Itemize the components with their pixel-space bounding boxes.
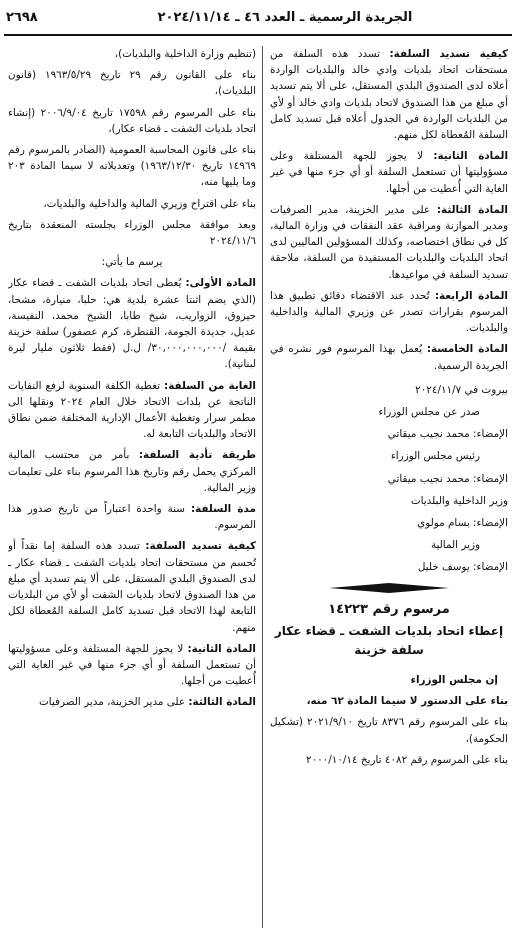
article-text: تسدد هذه السلفة من مستحقات اتحاد بلديات وادي خالد والبلديات الواردة أعلاه لدى الصندوق البلدي المستقل، على ألا يتم تسديد أي مبلغ من هذا الصندوق لاتحاد بلديات وادي خالد أو لأي من البلديات الواردة في الجدول أعلاه قبل تسديد كامل السلفة المُعطاة لكل منهم. [270, 48, 508, 142]
paragraph [8, 378, 256, 443]
pm-title: رئيس مجلس الوزراء [390, 450, 480, 463]
article-label: المادة الخامسة: [426, 343, 508, 356]
signature-line: الإمضاء: بسام مولوي [417, 517, 508, 530]
article-label: كيفية تسديد السلفة: [145, 540, 256, 553]
paragraph [8, 501, 256, 533]
issuer-line: صدر عن مجلس الوزراء [378, 406, 480, 419]
gazette-title: الجريدة الرسمية ـ العدد ٤٦ ـ ٢٠٢٤/١١/١٤ [157, 10, 413, 25]
article-label: المادة الثانية: [433, 150, 508, 163]
ornament-divider [329, 582, 449, 594]
basis-line: بناء على اقتراح وزيري المالية والداخلية والبلديات، [43, 197, 256, 210]
interior-minister-title: وزير الداخلية والبلديات [410, 494, 508, 507]
article-text: تغطية الكلفة السنوية لرفع النفايات الناتجة عن بلدات الاتحاد خلال العام ٢٠٢٤ ونقلها الى مطمر سرار وتغطية الأعمال الإدارية المختلفة ضمن نطاق الاتحاد والبلديات التابعة له. [8, 379, 256, 441]
column-divider [262, 46, 263, 928]
paragraph [8, 538, 256, 635]
decree-number: مرسوم رقم ١٤٢٢٣ [328, 601, 450, 617]
article-label: كيفية تسديد السلفة: [389, 48, 508, 60]
article-text: تُحدد عند الاقتضاء دقائق تطبيق هذا المرسوم بقرارات تصدر عن وزيري المالية والداخلية والبلديات. [270, 289, 508, 335]
signature-line: الإمضاء: محمد نجيب ميقاتي [387, 472, 508, 485]
paragraph [8, 275, 256, 372]
decrees-line: يرسم ما يأتي: [101, 256, 163, 269]
article-text: سنة واحدة اعتباراً من تاريخ صدور هذا المرسوم. [8, 503, 256, 532]
article-label: المادة الثالثة: [436, 203, 508, 216]
header-rule [4, 34, 512, 36]
article-label: الغاية من السلفة: [164, 379, 256, 392]
article-text: بأمر من محتسب المالية المركزي يحمل رقم وتاريخ هذا المرسوم بناء على تعليمات وزير المالية. [8, 449, 256, 494]
right-column [270, 46, 508, 928]
finance-minister-title: وزير المالية [430, 539, 480, 552]
article-label: المادة الرابعة: [434, 289, 508, 302]
signature-block [270, 382, 508, 576]
article-text: على مدير الخزينة، مدير الصرفيات [38, 696, 189, 709]
page-header [0, 0, 516, 40]
left-column [8, 46, 256, 928]
paragraph [8, 694, 256, 710]
paragraph [270, 288, 508, 337]
page-number: ٢٦٩٨ [6, 10, 38, 25]
basis-line: بناء على المرسوم رقم ٨٣٧٦ تاريخ ٢٠٢١/٩/١٠ (تشكيل الحكومة)، [270, 716, 508, 745]
date-line: بيروت في ٢٠٢٤/١١/٧ [415, 383, 508, 396]
article-label: المادة الأولى: [185, 277, 256, 290]
paragraph [270, 341, 508, 373]
article-label: مدة السلفة: [190, 503, 256, 516]
article-text: يُعمل بهذا المرسوم فور نشره في الجريدة الرسمية. [270, 343, 508, 372]
signature-line: الإمضاء: محمد نجيب ميقاتي [387, 428, 508, 441]
article-text: تسدد هذه السلفة إما نقداً أو تُحسم من مستحقات اتحاد بلديات الشفت ـ قضاء عكار ـ لدى الصندوق البلدي المستقل، على ألا يتم تسديد أي مبلغ من هذا الصندوق لاتحاد بلديات الشفت أو لأي من البلديات التابعة لهذا الاتحاد قبل تسديد كامل السلفة المُعطاة لكل منهم. [8, 540, 256, 634]
signature-line: الإمضاء: يوسف خليل [417, 561, 508, 574]
paragraph [8, 447, 256, 496]
paragraph [270, 46, 508, 143]
article-text: لا يجوز للجهة المستلفة وعلى مسؤوليتها أن تستعمل السلفة أو أي جزء منها في غير الغاية التي أُعطيت من أجلها. [270, 150, 508, 195]
article-label: المادة الثالثة: [188, 696, 256, 709]
decree-title: إعطاء اتحاد بلديات الشفت ـ قضاء عكار سلفة خزينة [274, 623, 504, 657]
article-label: طريقة تأدية السلفة: [138, 449, 256, 462]
paragraph [270, 148, 508, 197]
article-label: المادة الثانية: [187, 642, 256, 655]
basis-line: بناء على القانون رقم ٢٩ تاريخ ١٩٦٣/٥/٢٩ (قانون البلديات)، [8, 69, 256, 98]
article-text: على مدير الخزينة، مدير الصرفيات ومدير الموازنة ومراقبة عقد النفقات في وزارة المالية، كل في نطاق اختصاصه، وكذلك المسؤولين الماليين لدى اتحاد البلديات والبلديات المستفيدة من السلفة، ملاحقة تسديد السلفة في مواعيدها. [270, 203, 508, 281]
article-text: يُعطى اتحاد بلديات الشفت ـ قضاء عكار (الذي يضم اثنتا عشرة بلدية هي: حلبا، منيارة، مشحا، حيزوق، الزواريب، شيخ طابا، الشيخ محمد، النفيسة، عديل، جديدة الجومة، القنطرة، كرم عصفور) سلفة خزينة بقيمة /٣٠,٠٠٠,٠٠٠,٠٠٠/ ل.ل (فقط ثلاثون مليار ليرة لبنانية). [8, 277, 256, 371]
basis-line: بناء على قانون المحاسبة العمومية (الصادر بالمرسوم رقم ١٤٩٦٩ تاريخ ١٩٦٣/١٢/٣٠) وتعديلاته لا سيما المادة ٢٠٣ وما يليها منه، [8, 144, 256, 189]
basis-line: بناء على المرسوم رقم ١٧٥٩٨ تاريخ ٢٠٠٦/٩/٠٤ (إنشاء اتحاد بلديات الشفت ـ قضاء عكار)، [8, 106, 256, 135]
basis-line: بناء على المرسوم رقم ٤٠٨٢ تاريخ ٢٠٠٠/١٠/١٤ [305, 753, 508, 766]
paragraph [270, 202, 508, 283]
basis-line: بناء على الدستور لا سيما المادة ٦٢ منه، [306, 695, 508, 708]
article-text: لا يجوز للجهة المستلفة وعلى مسؤوليتها أن تستعمل السلفة أو أي جزء منها في غير الغاية التي أُعطيت من أجلها. [8, 642, 256, 688]
basis-line: وبعد موافقة مجلس الوزراء بجلسته المنعقدة بتاريخ ٢٠٢٤/١١/٦ [8, 218, 256, 248]
paragraph [8, 641, 256, 690]
basis-line: (تنظيم وزارة الداخلية والبلديات)، [114, 48, 256, 60]
council-line: إن مجلس الوزراء [410, 673, 498, 686]
